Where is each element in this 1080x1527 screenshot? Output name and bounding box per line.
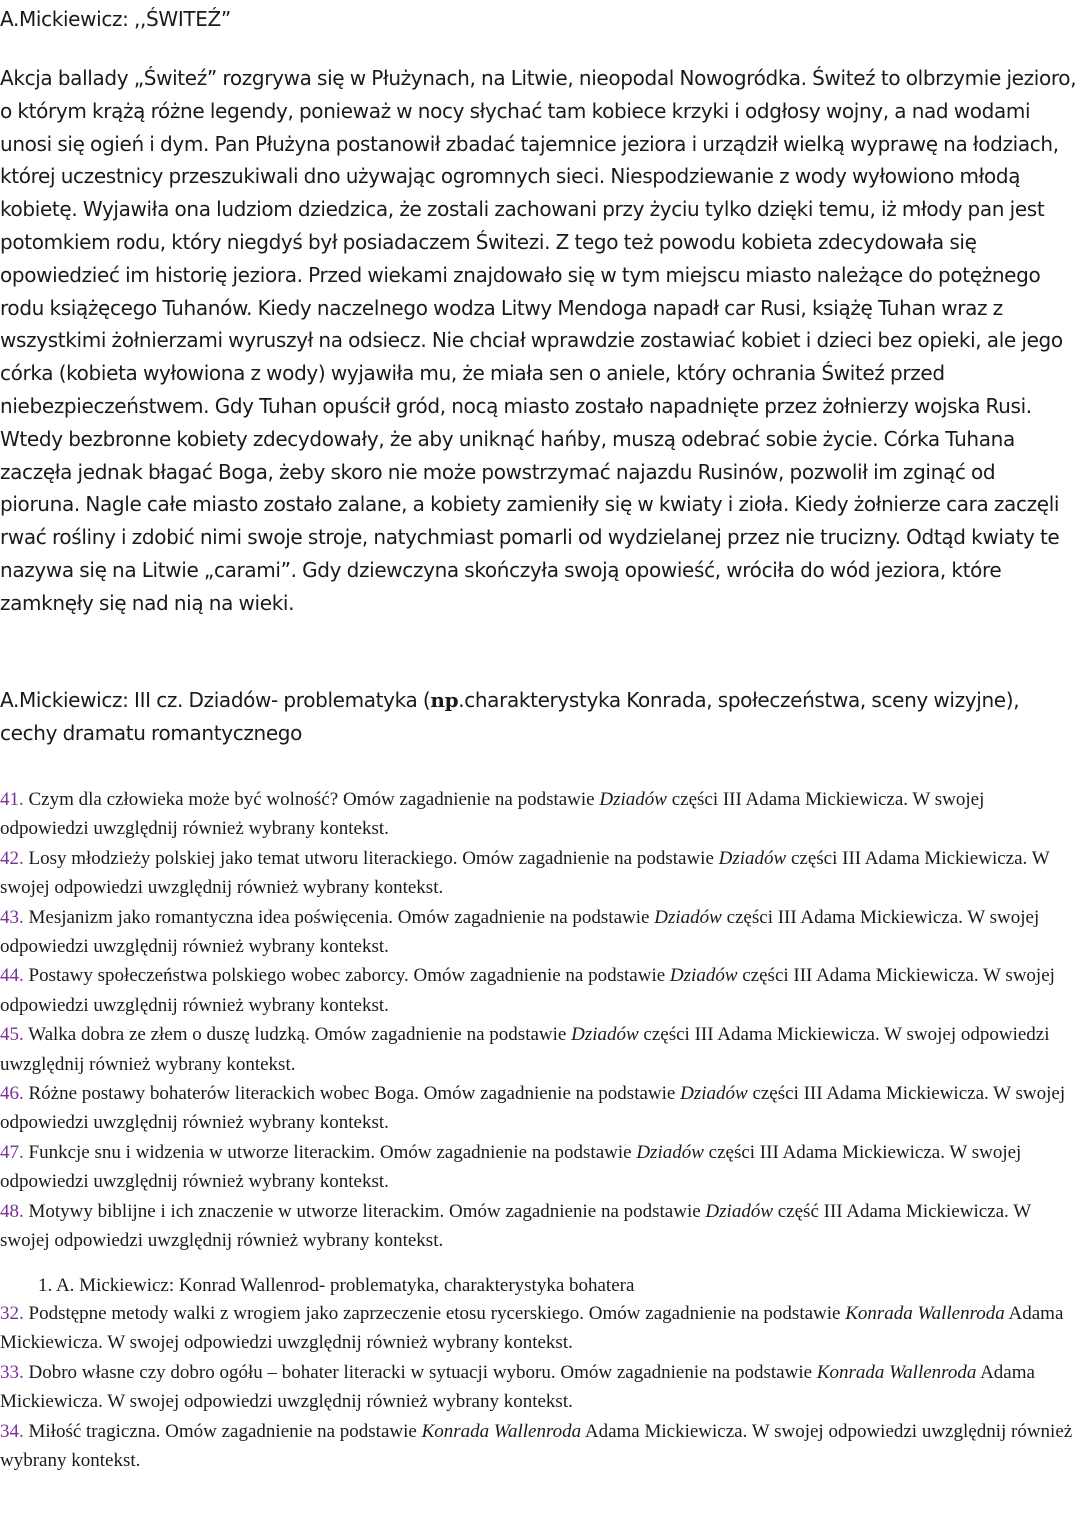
topic-number: 48. (0, 1200, 24, 1222)
dziady-topic-item (0, 961, 1075, 1020)
wallenrod-topic-item (0, 1417, 1075, 1476)
dziady-heading (0, 684, 1078, 750)
dziady-topic-item (0, 844, 1075, 903)
topic-text-end: część III Adama Mickiewicza. W swojej odpowiedzi uwzględnij również wybrany kontekst. (0, 1200, 1031, 1252)
topic-work-title: Dziadów (680, 1083, 748, 1105)
topic-text: Czym dla człowieka może być wolność? Omów zagadnienie na podstawie (23, 789, 600, 810)
topic-text-end: części III Adama Mickiewicza. W swojej odpowiedzi uwzględnij również wybrany kontekst. (0, 847, 1050, 899)
dziady-heading-bold: np (430, 688, 459, 712)
topic-number: 42. (0, 847, 24, 869)
dziady-topic-item (0, 1079, 1075, 1138)
topic-text: Różne postawy bohaterów literackich wobec Boga. Omów zagadnienie na podstawie (23, 1083, 681, 1105)
topic-number: 45. (0, 1024, 24, 1046)
dziady-topic-item (0, 1020, 1075, 1079)
topic-text-end: Adama Mickiewicza. W swojej odpowiedzi uwzględnij również wybrany kontekst. (0, 1420, 1073, 1472)
topic-text-end: Adama Mickiewicza. W swojej odpowiedzi uwzględnij również wybrany kontekst. (0, 1361, 1035, 1413)
topic-number: 32. (0, 1303, 24, 1324)
topic-work-title: Dziadów (669, 965, 738, 987)
ballad-title: A.Mickiewicz: ,,ŚWITEŹ” (0, 7, 231, 31)
topic-text-end: Adama Mickiewicza. W swojej odpowiedzi uwzględnij również wybrany kontekst. (0, 1303, 1064, 1354)
topic-number: 41. (0, 789, 24, 810)
ballad-summary: Akcja ballady „Świteź” rozgrywa się w Płużynach, na Litwie, nieopodal Nowogródka. Świteź to olbrzymie jezioro, o którym krążą różne legendy, ponieważ w nocy słychać tam kobiece krzyki i odgłosy wojny, a nad wodami unosi się ogień i dym. Pan Płużyna postanowił zbadać tajemnice jeziora i urządził wielką wyprawę na łodziach, której uczestnicy przeszukiwali dno używając ogromnych sieci. Niespodziewanie z wody wyłowiono młodą kobietę. Wyjawiła ona ludziom dziedzica, że zostali zachowani przy życiu tylko dzięki temu, iż młody pan jest potomkiem rodu, który niegdyś był posiadaczem Świtezi. Z tego też powodu kobieta zdecydowała się opowiedzieć im historię jeziora. Przed wiekami znajdowało się w tym miejscu miasto należące do potężnego rodu książęcego Tuhanów. Kiedy naczelnego wodza Litwy Mendoga napadł car Rusi, książę Tuhan wraz z wszystkimi żołnierzami wyruszył na odsiecz. Nie chciał wprawdzie zostawiać kobiet i dzieci bez opieki, ale jego córka (kobieta wyłowiona z wody) wyjawiła mu, że miała sen o aniele, który ochrania Świteź przed niebezpieczeństwem. Gdy Tuhan opuścił gród, nocą miasto zostało napadnięte przez żołnierzy wojska Rusi. Wtedy bezbronne kobiety zdecydowały, że aby uniknąć hańby, muszą odebrać sobie życie. Córka Tuhana zaczęła jednak błagać Boga, żeby skoro nie może powstrzymać najazdu Rusinów, pozwolił im zginąć od pioruna. Nagle całe miasto zostało zalane, a kobiety zamieniły się w kwiaty i zioła. Kiedy żołnierze cara zaczęli rwać rośliny i zdobić nimi swoje stroje, natychmiast pomarli od wydzielanej przez nie trucizny. Odtąd kwiaty te nazywa się na Litwie „carami”. Gdy dziewczyna skończyła swoją opowieść, wróciła do wód jeziora, które zamknęły się nad nią na wieki. (0, 66, 1077, 615)
dziady-topic-item (0, 785, 1075, 844)
topic-work-title: Dziadów (705, 1200, 773, 1222)
dziady-heading-text: A.Mickiewicz: III cz. Dziadów- problematyka ( (0, 688, 431, 712)
topic-work-title: Dziadów (654, 906, 722, 928)
topic-work-title: Dziadów (599, 789, 667, 810)
topic-text: Postawy społeczeństwa polskiego wobec zaborcy. Omów zagadnienie na podstawie (23, 965, 670, 987)
wallenrod-topic-list (0, 1299, 1075, 1475)
dziady-topic-item (0, 903, 1075, 962)
topic-text: Losy młodzieży polskiej jako temat utworu literackiego. Omów zagadnienie na podstawie (23, 847, 719, 869)
topic-text: Walka dobra ze złem o duszę ludzką. Omów zagadnienie na podstawie (23, 1024, 572, 1046)
topic-text: Podstępne metody walki z wrogiem jako zaprzeczenie etosu rycerskiego. Omów zagadnienie na podstawie (23, 1303, 846, 1324)
topic-number: 44. (0, 965, 24, 987)
wallenrod-topic-item (0, 1299, 1075, 1358)
topic-text-end: części III Adama Mickiewicza. W swojej odpowiedzi uwzględnij również wybrany kontekst. (0, 1024, 1050, 1075)
dziady-heading-rest: .charakterystyka Konrada, społeczeństwa, sceny wizyjne), cechy dramatu romantycznego (0, 688, 1020, 745)
topic-number: 43. (0, 906, 24, 928)
wallenrod-topic-item (0, 1358, 1075, 1417)
topic-text: Funkcje snu i widzenia w utworze literackim. Omów zagadnienie na podstawie (23, 1141, 637, 1163)
dziady-topic-item (0, 1197, 1075, 1256)
topic-number: 47. (0, 1141, 24, 1163)
topic-text: Dobro własne czy dobro ogółu – bohater literacki w sytuacji wyboru. Omów zagadnienie na podstawie (23, 1361, 817, 1383)
topic-text: Miłość tragiczna. Omów zagadnienie na podstawie (23, 1420, 422, 1442)
topic-text-end: części III Adama Mickiewicza. W swojej odpowiedzi uwzględnij również wybrany kontekst. (0, 1141, 1022, 1193)
topic-number: 34. (0, 1420, 24, 1442)
topic-work-title: Konrada Wallenroda (845, 1303, 1005, 1324)
topic-text: Mesjanizm jako romantyczna idea poświęcenia. Omów zagadnienie na podstawie (23, 906, 655, 928)
topic-text-end: części III Adama Mickiewicza. W swojej odpowiedzi uwzględnij również wybrany kontekst. (0, 965, 1055, 1016)
topic-work-title: Konrada Wallenroda (816, 1361, 977, 1383)
topic-work-title: Dziadów (571, 1024, 639, 1046)
dziady-topic-list (0, 785, 1075, 1256)
topic-work-title: Dziadów (636, 1141, 704, 1163)
topic-work-title: Konrada Wallenroda (421, 1420, 582, 1442)
topic-text: Motywy biblijne i ich znaczenie w utworze literackim. Omów zagadnienie na podstawie (23, 1200, 706, 1222)
topic-text-end: części III Adama Mickiewicza. W swojej odpowiedzi uwzględnij również wybrany kontekst. (0, 906, 1040, 958)
topic-work-title: Dziadów (718, 847, 787, 869)
topic-number: 33. (0, 1361, 24, 1383)
topic-text-end: części III Adama Mickiewicza. W swojej odpowiedzi uwzględnij również wybrany kontekst. (0, 789, 985, 840)
topic-text-end: części III Adama Mickiewicza. W swojej odpowiedzi uwzględnij również wybrany kontekst. (0, 1083, 1066, 1134)
dziady-topic-item (0, 1138, 1075, 1197)
wallenrod-heading: 1. A. Mickiewicz: Konrad Wallenrod- problematyka, charakterystyka bohatera (38, 1275, 635, 1296)
topic-number: 46. (0, 1083, 24, 1105)
